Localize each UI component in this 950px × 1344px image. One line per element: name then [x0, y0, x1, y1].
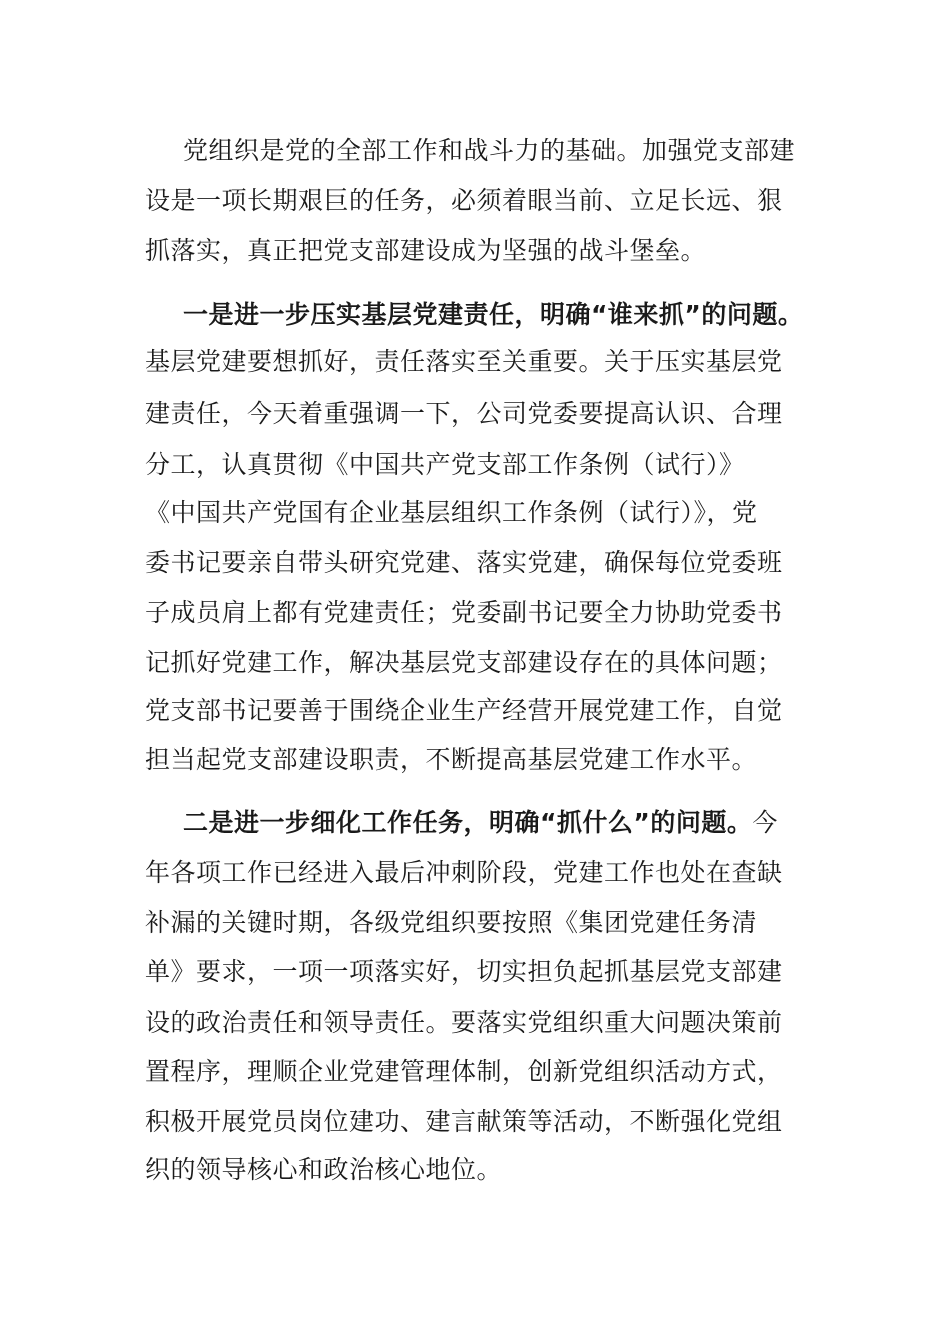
- paragraph-1-line-3: 抓落实，真正把党支部建设成为坚强的战斗堡垒。: [145, 236, 707, 265]
- paragraph-3-heading: 二是进一步细化工作任务，明确“抓什么”的问题。: [183, 808, 753, 837]
- paragraph-3-heading-tail: 今: [752, 808, 778, 837]
- paragraph-3-line-7: 织的领导核心和政治核心地位。: [145, 1155, 503, 1184]
- paragraph-3-line-5: 置程序，理顺企业党建管理体制，创新党组织活动方式，: [145, 1057, 783, 1086]
- paragraph-1-line-2: 设是一项长期艰巨的任务，必须着眼当前、立足长远、狠: [145, 186, 783, 215]
- paragraph-2-heading: 一是进一步压实基层党建责任，明确“谁来抓”的问题。: [183, 300, 804, 329]
- paragraph-1-line-1: 党组织是党的全部工作和战斗力的基础。加强党支部建: [183, 136, 796, 165]
- paragraph-2-line-8: 党支部书记要善于围绕企业生产经营开展党建工作，自觉: [145, 696, 783, 725]
- paragraph-3-line-1: 年各项工作已经进入最后冲刺阶段，党建工作也处在查缺: [145, 858, 783, 887]
- paragraph-3-first-line: [183, 806, 778, 840]
- paragraph-2-line-3: 分工，认真贯彻《中国共产党支部工作条例（试行）》: [145, 450, 745, 479]
- paragraph-2-line-4: 《中国共产党国有企业基层组织工作条例（试行）》，党: [145, 498, 758, 527]
- paragraph-2-line-1: 基层党建要想抓好，责任落实至关重要。关于压实基层党: [145, 347, 783, 376]
- paragraph-3-line-3: 单》要求，一项一项落实好，切实担负起抓基层党支部建: [145, 957, 783, 986]
- paragraph-3-line-4: 设的政治责任和领导责任。要落实党组织重大问题决策前: [145, 1008, 783, 1037]
- paragraph-2-line-6: 子成员肩上都有党建责任；党委副书记要全力协助党委书: [145, 598, 783, 627]
- paragraph-2-line-7: 记抓好党建工作，解决基层党支部建设存在的具体问题；: [145, 648, 783, 677]
- paragraph-3-line-6: 积极开展党员岗位建功、建言献策等活动，不断强化党组: [145, 1107, 783, 1136]
- paragraph-2-line-2: 建责任，今天着重强调一下，公司党委要提高认识、合理: [145, 399, 783, 428]
- paragraph-2-line-5: 委书记要亲自带头研究党建、落实党建，确保每位党委班: [145, 548, 783, 577]
- paragraph-2-line-9: 担当起党支部建设职责，不断提高基层党建工作水平。: [145, 745, 758, 774]
- paragraph-3-line-2: 补漏的关键时期，各级党组织要按照《集团党建任务清: [145, 908, 758, 937]
